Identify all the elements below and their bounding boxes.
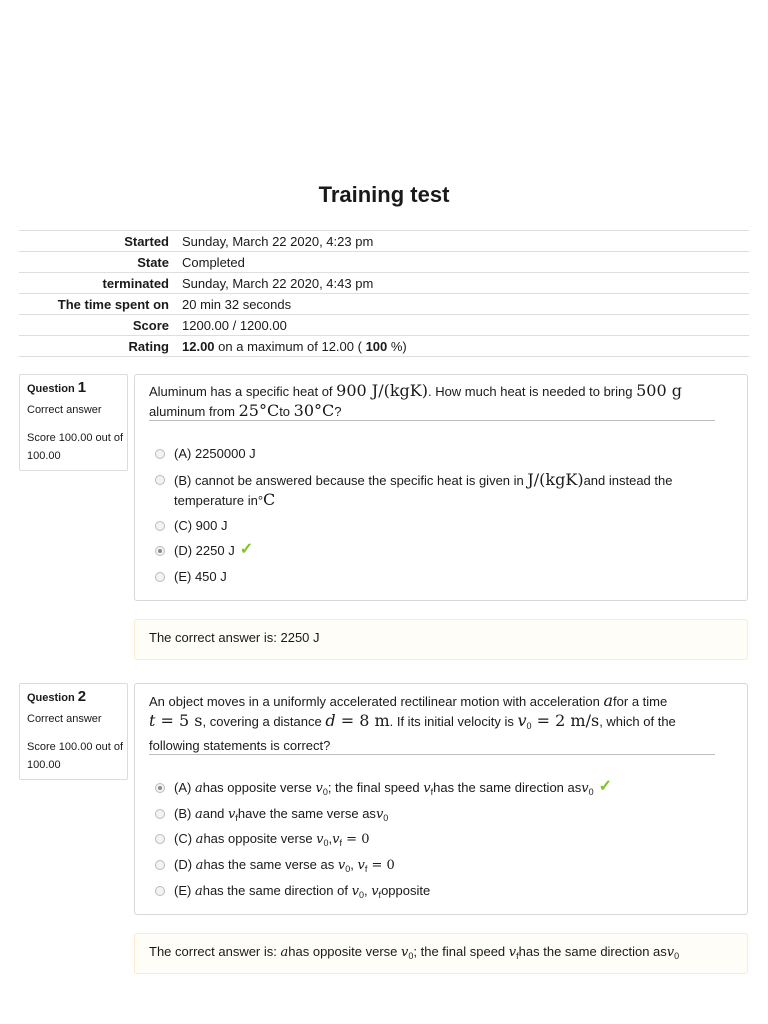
option-label: (D) 2250 J — [174, 543, 235, 558]
answer-option-e[interactable] — [155, 881, 430, 905]
radio-button[interactable] — [155, 886, 165, 896]
radio-button[interactable] — [155, 449, 165, 459]
summary-value: 20 min 32 seconds — [182, 294, 749, 315]
answer-option-c[interactable] — [155, 829, 369, 853]
answer-option-d[interactable] — [155, 541, 253, 560]
option-label: (C) 900 J — [174, 518, 228, 533]
question-number: Question 1 — [27, 379, 87, 396]
question-divider — [149, 754, 715, 755]
option-label: (B) aand $v_fhave$ the same verse asv$_0$ — [174, 806, 389, 823]
summary-label: Score — [19, 315, 182, 336]
option-label: (C) ahas opposite verse $v_0,v_f = 0$ — [174, 831, 370, 848]
option-label: (B) cannot be answered because the specific heat is given in J/(kgK)and instead the temperature in°C — [174, 470, 673, 509]
summary-row — [19, 231, 749, 252]
attempt-summary-table — [19, 230, 749, 357]
summary-label: State — [19, 252, 182, 273]
page-title: Training test — [318, 182, 450, 207]
correct-check-icon: ✓ — [598, 778, 613, 795]
summary-row — [19, 336, 749, 357]
question-status: Correct answer — [27, 404, 102, 416]
radio-button[interactable] — [155, 860, 165, 870]
question-text: An object moves in a uniformly accelerated rectilinear motion with acceleration afor a time t = 5 s, covering a distance d = 8 m. If its initial velocity is $v_0 = 2$ m/s, which of the following statements is correct? — [149, 691, 676, 753]
summary-row — [19, 252, 749, 273]
rating-text-end: %) — [387, 338, 407, 354]
feedback-correct-answer: The correct answer is: 2250 J — [134, 619, 748, 660]
radio-button[interactable] — [155, 809, 165, 819]
question-info-2 — [19, 683, 128, 780]
rating-value: 12.00 — [182, 338, 215, 354]
question-text: Aluminum has a specific heat of 900 J/(kgK). How much heat is needed to bring 500 g aluminum from 25°Cto 30°C? — [149, 381, 682, 420]
rating-text: on a maximum of 12.00 ( — [214, 338, 366, 354]
question-box-1 — [134, 374, 748, 601]
option-label: (A) 2250000 J — [174, 446, 256, 461]
option-label: (D) ahas the same verse as $v_0$, $v_f = 0$ — [174, 857, 395, 874]
summary-row — [19, 315, 749, 336]
summary-value: Sunday, March 22 2020, 4:43 pm — [182, 273, 749, 294]
question-score: Score 100.00 out of 100.00 — [27, 432, 124, 462]
answer-option-d[interactable] — [155, 855, 395, 879]
summary-label: terminated — [19, 273, 182, 294]
radio-button[interactable] — [155, 521, 165, 531]
answer-option-e[interactable] — [155, 567, 227, 586]
question-score: Score 100.00 out of 100.00 — [27, 741, 124, 771]
question-status: Correct answer — [27, 713, 102, 725]
feedback-correct-answer: The correct answer is: ahas opposite verse $v_0$; the final speed $v_fhas$ the same direction asv$_0$ — [134, 933, 748, 974]
question-number: Question 2 — [27, 688, 87, 705]
question-divider — [149, 420, 715, 421]
summary-label: Started — [19, 231, 182, 252]
question-info-1 — [19, 374, 128, 471]
correct-check-icon: ✓ — [239, 541, 254, 558]
answer-option-b[interactable] — [155, 804, 388, 828]
rating-percent: 100 — [365, 338, 388, 354]
summary-label: Rating — [19, 336, 182, 357]
radio-button-selected[interactable] — [155, 546, 165, 556]
summary-row — [19, 294, 749, 315]
summary-value: Completed — [182, 252, 749, 273]
summary-value: 1200.00 / 1200.00 — [182, 315, 749, 336]
summary-value — [182, 336, 749, 357]
radio-button[interactable] — [155, 834, 165, 844]
summary-value: Sunday, March 22 2020, 4:23 pm — [182, 231, 749, 252]
summary-label: The time spent on — [19, 294, 182, 315]
option-label: (E) ahas the same direction of $v_0$, $v_fopposite$ — [174, 883, 431, 900]
answer-option-a[interactable] — [155, 778, 612, 802]
answer-option-b[interactable] — [155, 470, 704, 510]
question-box-2 — [134, 683, 748, 915]
answer-option-c[interactable] — [155, 516, 227, 535]
radio-button[interactable] — [155, 572, 165, 582]
option-label: (E) 450 J — [174, 569, 227, 584]
answer-option-a[interactable] — [155, 444, 256, 463]
radio-button[interactable] — [155, 475, 165, 485]
summary-row — [19, 273, 749, 294]
radio-button-selected[interactable] — [155, 783, 165, 793]
option-label: (A) ahas opposite verse $v_0$; the final speed $v_fhas$ the same direction asv$_0$ — [174, 780, 594, 797]
